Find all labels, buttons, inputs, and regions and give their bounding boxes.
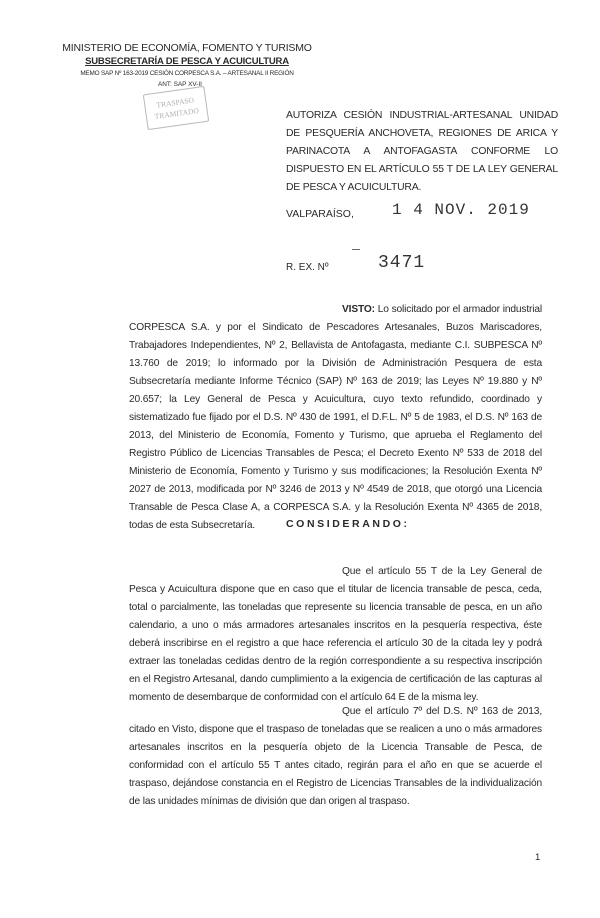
place-label: VALPARAÍSO, [286,208,354,220]
memo-reference: MEMO SAP Nº 163-2019 CESIÓN CORPESCA S.A. – ARTESANAL II REGIÓN [80,70,294,77]
considerando-paragraph-2: Que el artículo 7º del D.S. Nº 163 de 2013, citado en Visto, dispone que el traspaso de toneladas que se realicen a uno o más armadores artesanales inscritos en la pesquería objeto de la Licencia Transable de Pesca, de conformidad con el artículo 55 T antes citado, regirán para el año en que se acuerde el traspaso, dejándose constancia en el Registro de Licencias Transables de la individualización de las unidades mínimas de división que dan origen al traspaso. [129,706,542,807]
page-number: 1 [535,852,541,863]
memo-reference-2: ANT: SAP XV-II [158,81,202,88]
margin-mark [352,249,360,250]
resolution-label: R. EX. Nº [286,262,329,273]
resolution-number: 3471 [378,253,426,273]
resolution-subject: AUTORIZA CESIÓN INDUSTRIAL-ARTESANAL UNIDAD DE PESQUERÍA ANCHOVETA, REGIONES DE ARICA Y PARINACOTA A ANTOFAGASTA CONFORME LO DISPUESTO EN EL ARTÍCULO 55 T DE LA LEY GENERAL DE PESCA Y ACUICULTURA. [286,110,558,193]
stamp-line-1: TRASPASO [155,95,195,110]
date-stamp: 1 4 NOV. 2019 [392,201,530,219]
visto-text: Lo solicitado por el armador industrial CORPESCA S.A. y por el Sindicato de Pescadores Artesanales, Buzos Mariscadores, Trabajadores Independientes, Nº 2, Bellavista de Antofagasta, mediante C.I. SUBPESCA Nº 13.760 de 2019; lo informado por la División de Administración Pesquera de esta Subsecretaría mediante Informe Técnico (SAP) Nº 163 de 2019; las Leyes Nº 19.880 y Nº 20.657; la Ley General de Pesca y Acuicultura, cuyo texto refundido, coordinado y sistematizado fue fijado por el D.S. Nº 430 de 1991, el D.F.L. Nº 5 de 1983, el D.S. Nº 163 de 2013, del Ministerio de Economía, Fomento y Turismo, que aprueba el Reglamento del Registro Público de Licencias Transables de Pesca; el Decreto Exento Nº 533 de 2018 del Ministerio de Economía, Fomento y Turismo y sus modificaciones; la Resolución Exenta Nº 2027 de 2013, modificada por Nº 3246 de 2013 y Nº 4549 de 2018, que otorgó una Licencia Transable de Pesca Clase A, a CORPESCA S.A. y la Resolución Exenta Nº 4365 de 2018, todas de esta Subsecretaría. [129,304,542,531]
processing-stamp [143,86,209,130]
ministry-heading: MINISTERIO DE ECONOMÍA, FOMENTO Y TURISMO [62,42,312,54]
considerando-paragraph-1: Que el artículo 55 T de la Ley General de Pesca y Acuicultura dispone que en caso que el titular de licencia transable de pesca, ceda, total o parcialmente, las toneladas que represente su licencia transable de pesca, en un año calendario, a uno o más armadores artesanales inscritos en la pesquería respectiva, éste deberá inscribirse en el registro a que hace referencia el artículo 30 de la citada ley y podrá extraer las toneladas cedidas dentro de la región correspondiente a su respectiva inscripción en el Registro Artesanal, dando cumplimiento a la exigencia de certificación de las capturas al momento de desembarque de conformidad con el artículo 64 E de la misma ley. [129,566,542,703]
undersecretariat-heading: SUBSECRETARÍA DE PESCA Y ACUICULTURA [85,56,289,67]
considerando-heading: CONSIDERANDO: [286,518,410,530]
visto-paragraph [129,301,542,535]
stamp-line-2: TRAMITADO [154,105,200,121]
visto-label: VISTO: [342,304,375,315]
